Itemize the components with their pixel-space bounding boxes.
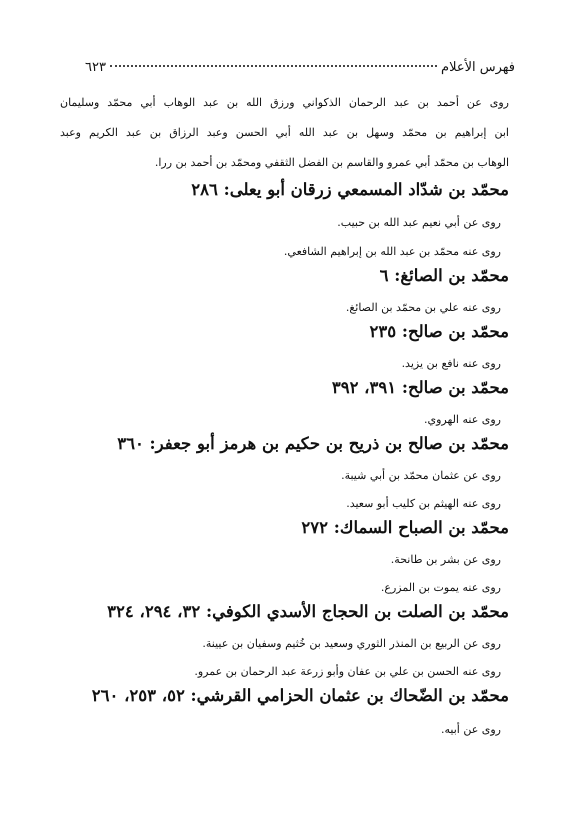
index-entry-heading: محمّد بن صالح بن ذريح بن حكيم بن هرمز أبو جعفر: ٣٦٠ <box>117 434 509 453</box>
continuation-line: روى عن أحمد بن عبد الرحمان الذكواني ورزق الله بن عبد الوهاب أبي محمّد وسليمان <box>60 96 509 109</box>
narrated-from-line: روى عن الربيع بن المنذر الثوري وسعيد بن خُثيم وسفيان بن عيينة. <box>202 637 501 650</box>
narrated-by-line: روى عنه محمّد بن عبد الله بن إبراهيم الشافعي. <box>283 245 501 258</box>
index-entry-heading: محمّد بن الصباح السماك: ٢٧٢ <box>301 518 509 537</box>
index-entry-heading: محمّد بن صالح: ٣٩١، ٣٩٢ <box>331 378 509 397</box>
narrated-by-line: روى عنه الحسن بن علي بن عفان وأبو زرعة عبد الرحمان بن عمرو. <box>194 665 501 678</box>
narrated-from-line: روى عن أبيه. <box>441 723 501 736</box>
narrated-from-line: روى عن عثمان محمّد بن أبي شيبة. <box>341 469 501 482</box>
narrated-by-line: روى عنه الهروي. <box>424 413 501 426</box>
index-entry-heading: محمّد بن شدّاد المسمعي زرقان أبو يعلى: ٢٨٦ <box>191 180 509 199</box>
narrated-from-line: روى عن بشر بن طانحة. <box>390 553 501 566</box>
page-number: ٦٢٣ <box>85 60 106 75</box>
narrated-by-line: روى عنه نافع بن يزيد. <box>401 357 501 370</box>
index-entry-heading: محمّد بن الصائغ: ٦ <box>379 266 509 285</box>
page-header <box>85 60 515 84</box>
narrated-by-line: روى عنه علي بن محمّد بن الصائغ. <box>345 301 501 314</box>
index-entry-heading: محمّد بن الضّحاك بن عثمان الحزامي القرشي: ٥٢، ٢٥٣، ٢٦٠ <box>91 686 509 705</box>
continuation-line: ابن إبراهيم بن محمّد وسهل بن عبد الله أبي الحسن وعبد الرزاق بن عبد الكريم وعبد <box>60 126 509 139</box>
header-title: فهرس الأعلام <box>441 60 515 75</box>
index-entry-heading: محمّد بن الصلت بن الحجاج الأسدي الكوفي: ٣٢، ٢٩٤، ٣٢٤ <box>107 602 509 621</box>
index-entry-heading: محمّد بن صالح: ٢٣٥ <box>369 322 509 341</box>
narrated-by-line: روى عنه الهيثم بن كليب أبو سعيد. <box>346 497 501 510</box>
narrated-by-line: روى عنه يموت بن المزرع. <box>380 581 501 594</box>
continuation-line: الوهاب بن محمّد أبي عمرو والقاسم بن الفضل الثقفي ومحمّد بن أحمد بن ررا. <box>154 156 509 169</box>
dotted-leader <box>110 65 437 67</box>
narrated-from-line: روى عن أبي نعيم عبد الله بن حبيب. <box>337 216 501 229</box>
